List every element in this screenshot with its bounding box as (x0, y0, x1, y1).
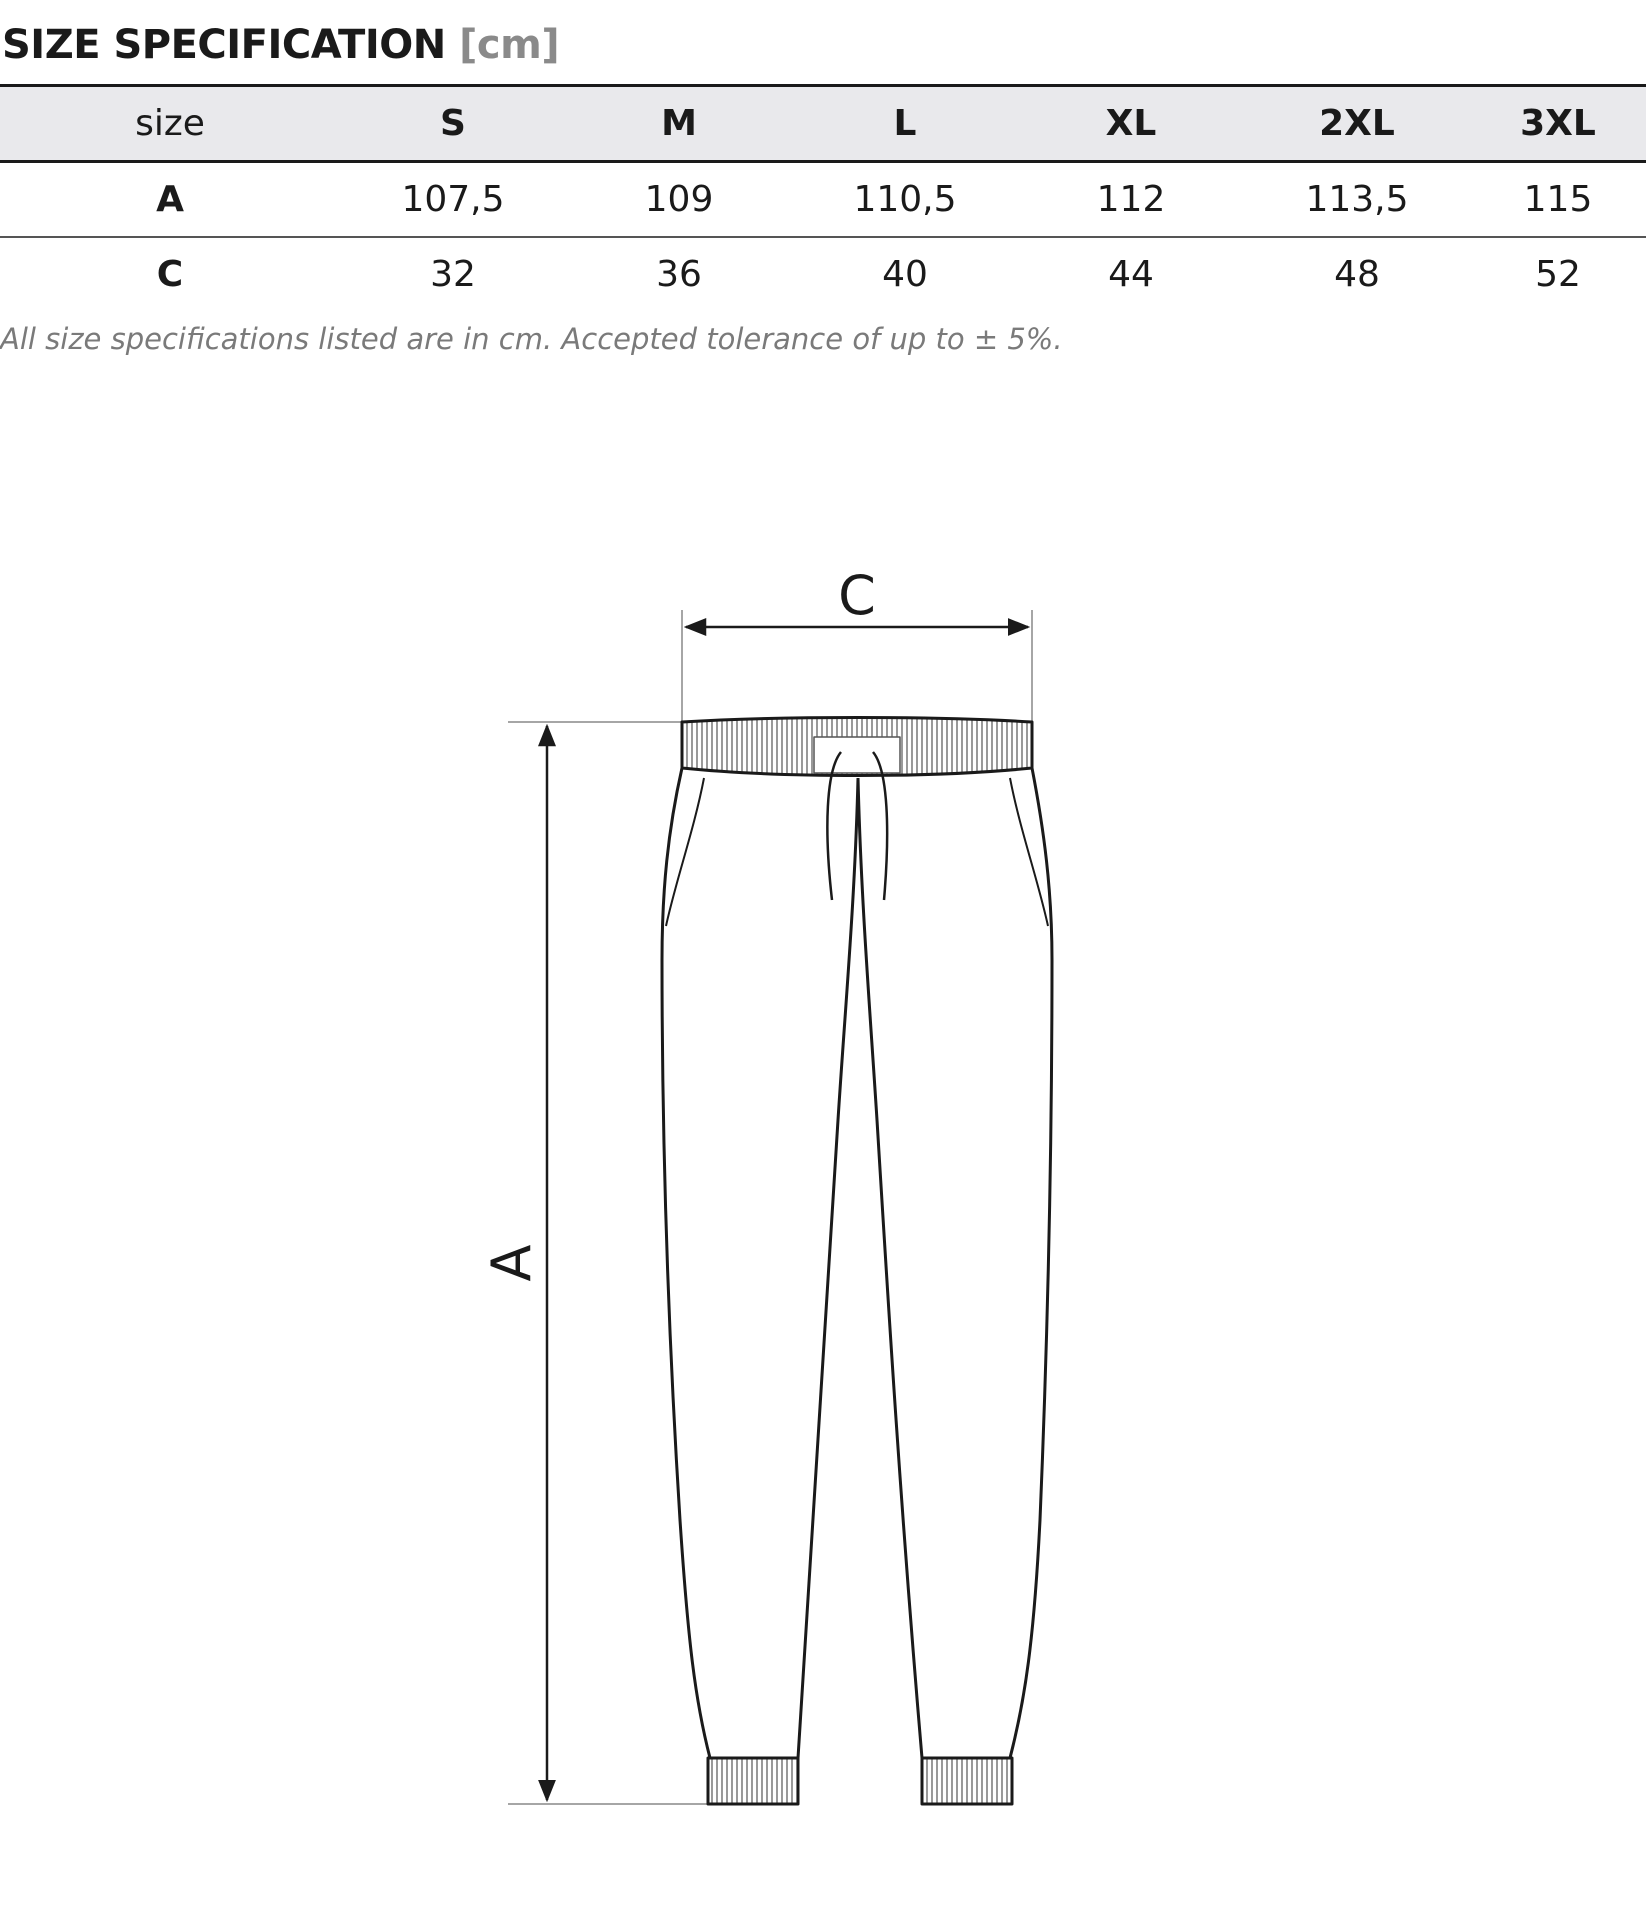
table-cell: 113,5 (1305, 179, 1409, 220)
row-label-a: A (156, 179, 184, 220)
right-cuff (922, 1758, 1012, 1804)
pants-outline (662, 718, 1052, 1805)
row-label-c: C (156, 254, 184, 295)
header-size-xl: XL (1105, 103, 1157, 144)
dimension-label-a: A (480, 1244, 543, 1282)
tolerance-note: All size specifications listed are in cm. Accepted tolerance of up to ± 5%. (0, 322, 1063, 356)
table-cell: 48 (1334, 254, 1380, 295)
table-cell: 110,5 (853, 179, 957, 220)
table-cell: 52 (1535, 254, 1581, 295)
table-cell: 112 (1096, 179, 1166, 220)
table-cell: 36 (656, 254, 702, 295)
table-cell: 32 (430, 254, 476, 295)
header-size-s: S (440, 103, 466, 144)
right-pocket (1010, 778, 1048, 926)
left-pocket (666, 778, 704, 926)
dimension-label-c: C (838, 564, 876, 627)
right-leg-inner (858, 778, 922, 1758)
title-text: SIZE SPECIFICATION (2, 22, 446, 68)
left-leg-inner (798, 778, 858, 1758)
table-cell: 109 (644, 179, 714, 220)
dimension-c (682, 564, 1032, 722)
table-cell: 107,5 (401, 179, 505, 220)
table-cell: 40 (882, 254, 928, 295)
header-size-m: M (661, 103, 697, 144)
header-size-3xl: 3XL (1520, 103, 1596, 144)
table-cell: 44 (1108, 254, 1154, 295)
drawstring-panel (814, 737, 900, 773)
header-size-2xl: 2XL (1319, 103, 1395, 144)
title-unit: [cm] (459, 22, 560, 68)
header-size-label: size (135, 103, 205, 144)
table-cell: 115 (1523, 179, 1593, 220)
header-size-l: L (893, 103, 917, 144)
left-cuff (708, 1758, 798, 1804)
